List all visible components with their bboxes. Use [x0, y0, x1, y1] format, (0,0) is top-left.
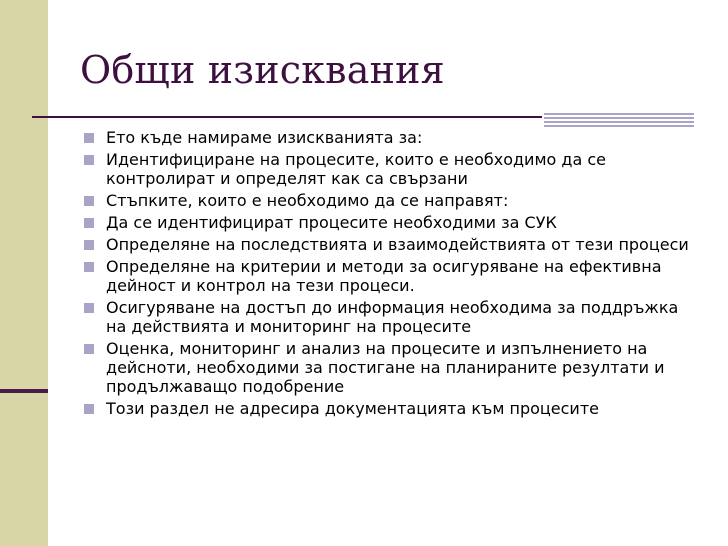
square-bullet-icon — [84, 196, 94, 206]
bullet-text: Оценка, мониторинг и анализ на процесите и изпълнението на дейсноти, необходими за постигане на планираните резултати и продължаващо подобрение — [106, 339, 665, 396]
square-bullet-icon — [84, 155, 94, 165]
bullet-text: Този раздел не адресира документацията към процесите — [106, 399, 599, 418]
title-underline-striped-block — [544, 113, 694, 127]
bullet-item — [84, 191, 694, 210]
square-bullet-icon — [84, 303, 94, 313]
bullet-text: Ето къде намираме изискванията за: — [106, 128, 423, 147]
bullet-item — [84, 298, 694, 336]
bullet-text: Определяне на критерии и методи за осигуряване на ефективна дейност и контрол на тези процеси. — [106, 257, 662, 295]
square-bullet-icon — [84, 218, 94, 228]
slide-title: Общи изисквания — [80, 48, 445, 92]
bullet-item — [84, 257, 694, 295]
square-bullet-icon — [84, 344, 94, 354]
sidebar-accent-stripe — [0, 389, 48, 393]
bullet-text: Стъпките, които е необходимо да се направят: — [106, 191, 509, 210]
bullet-item — [84, 128, 694, 147]
bullet-item — [84, 339, 694, 396]
left-sidebar-decoration — [0, 0, 48, 546]
square-bullet-icon — [84, 262, 94, 272]
bullet-list — [84, 128, 694, 421]
bullet-item — [84, 150, 694, 188]
bullet-text: Определяне на последствията и взаимодействията от тези процеси — [106, 235, 689, 254]
bullet-item — [84, 213, 694, 232]
bullet-item — [84, 235, 694, 254]
bullet-text: Осигуряване на достъп до информация необходима за поддръжка на действията и мониторинг на процесите — [106, 298, 679, 336]
title-underline — [32, 116, 542, 118]
square-bullet-icon — [84, 404, 94, 414]
bullet-text: Идентифициране на процесите, които е необходимо да се контролират и определят как са свързани — [106, 150, 606, 188]
square-bullet-icon — [84, 240, 94, 250]
bullet-item — [84, 399, 694, 418]
bullet-text: Да се идентифицират процесите необходими за СУК — [106, 213, 557, 232]
square-bullet-icon — [84, 133, 94, 143]
